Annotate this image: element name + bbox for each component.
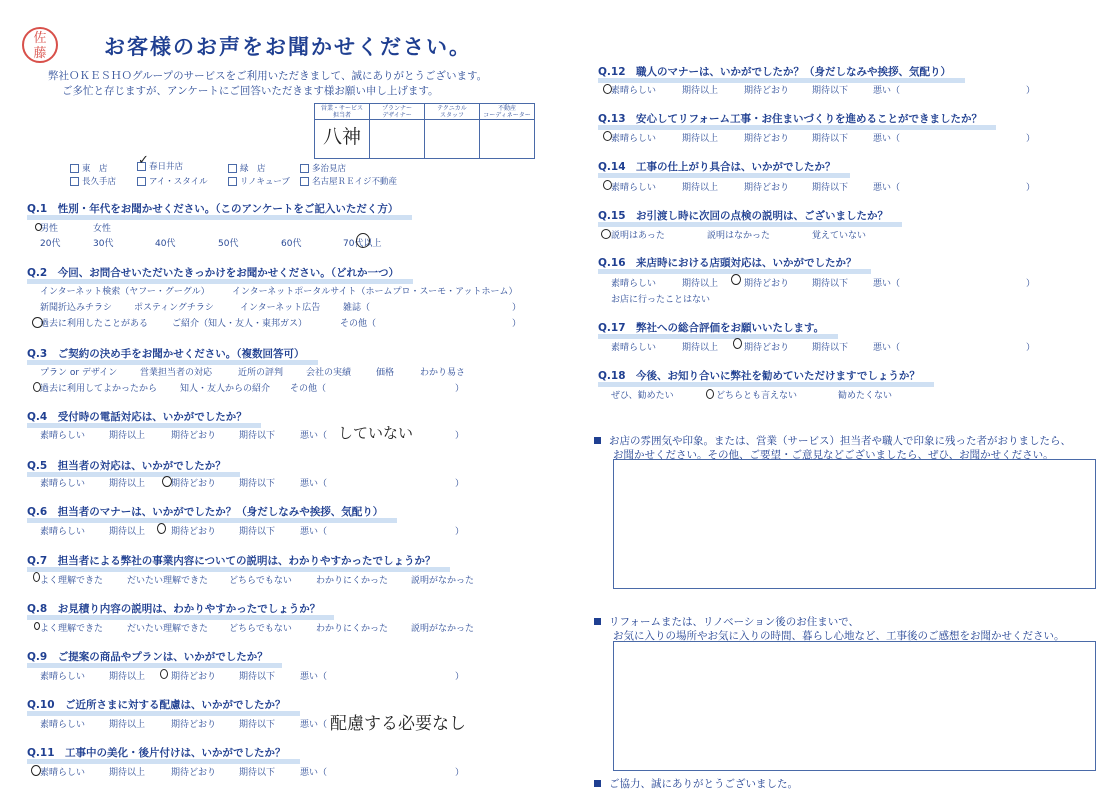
option-as-expected[interactable]: 期待どおり xyxy=(744,86,790,96)
comment-prompt-2 xyxy=(594,614,859,629)
option-below[interactable]: 期待以下 xyxy=(239,431,276,441)
option-price[interactable]: 価格 xyxy=(376,368,395,378)
store-label: アイ・スタイル xyxy=(149,177,208,187)
option-bad[interactable]: 悪い（ xyxy=(873,86,901,96)
option-as-expected[interactable]: 期待どおり xyxy=(744,279,790,289)
staff-cell-technical[interactable] xyxy=(425,120,480,159)
store-option[interactable] xyxy=(70,175,116,187)
page-title: お客様のお声をお聞かせください。 xyxy=(104,35,472,59)
option-excellent[interactable]: 素晴らしい xyxy=(40,479,86,489)
question-title: Q.10 ご近所さまに対する配慮は、いかがでしたか？ xyxy=(27,699,286,711)
option-excellent[interactable]: 素晴らしい xyxy=(611,86,657,96)
option-as-expected[interactable]: 期待どおり xyxy=(171,479,217,489)
option-bad[interactable]: 悪い（ xyxy=(873,343,901,353)
option-above[interactable]: 期待以上 xyxy=(109,768,146,778)
bullet-square-icon xyxy=(594,437,601,444)
store-option[interactable] xyxy=(300,162,346,174)
question-title: Q.2 今回、お問合せいただいたきっかけをお聞かせください。（どれか一つ） xyxy=(27,267,399,279)
option-bad[interactable]: 悪い（ xyxy=(873,183,901,193)
option-bad[interactable]: 悪い（ xyxy=(300,720,328,730)
option-as-expected[interactable]: 期待どおり xyxy=(171,672,217,682)
store-label: 名古屋ＲＥイジ不動産 xyxy=(312,177,398,187)
question-title: Q.17 弊社への総合評価をお願いいたします。 xyxy=(598,322,825,334)
option-as-expected[interactable]: 期待どおり xyxy=(171,768,217,778)
comment-prompt-text: お店の雰囲気や印象。または、営業（サービス）担当者や職人で印象に残った者がおりましたら、 xyxy=(609,435,1071,447)
option-referral[interactable]: 知人・友人からの紹介 xyxy=(180,384,271,394)
option-below[interactable]: 期待以下 xyxy=(812,86,849,96)
intro-line-1: 弊社ＯＫＥＳＨＯグループのサービスをご利用いただきまして、誠にありがとうございます。 xyxy=(48,70,488,82)
staff-header-realestate xyxy=(480,104,535,120)
option-above[interactable]: 期待以上 xyxy=(109,431,146,441)
option-age[interactable]: 50代 xyxy=(218,239,239,249)
checkbox-icon[interactable] xyxy=(300,164,309,173)
selection-mark-icon xyxy=(356,233,370,248)
question-title: Q.7 担当者による弊社の事業内容についての説明は、わかりやすかったでしょうか？ xyxy=(27,555,436,567)
thanks-line xyxy=(594,776,798,791)
option-neutral[interactable]: どちらでもない xyxy=(229,624,292,634)
option-age[interactable]: 40代 xyxy=(155,239,176,249)
checkbox-icon[interactable] xyxy=(137,177,146,186)
paren-close: ） xyxy=(455,479,465,489)
check-mark-icon: ✓ xyxy=(138,153,149,168)
option-as-expected[interactable]: 期待どおり xyxy=(744,134,790,144)
option-unclear[interactable]: わかりにくかった xyxy=(316,624,389,634)
question-title: Q.1 性別・年代をお聞かせください。（このアンケートをご記入いただく方） xyxy=(27,203,399,215)
option-age[interactable]: 20代 xyxy=(40,239,61,249)
paren-close: ） xyxy=(512,319,522,329)
option-excellent[interactable]: 素晴らしい xyxy=(40,672,86,682)
paren-close: ） xyxy=(455,527,465,537)
option-excellent[interactable]: 素晴らしい xyxy=(40,720,86,730)
option-below[interactable]: 期待以下 xyxy=(239,768,276,778)
option-sales[interactable]: 営業担当者の対応 xyxy=(140,368,213,378)
option-portal[interactable]: インターネットポータルサイト（ホームプロ・スーモ・アットホーム） xyxy=(232,287,518,297)
comment-prompt-2b: お気に入りの場所やお気に入りの時間、暮らし心地など、工事後のご感想をお聞かせください。 xyxy=(613,630,1065,642)
option-male[interactable]: 男性 xyxy=(40,224,59,234)
option-excellent[interactable]: 素晴らしい xyxy=(611,183,657,193)
option-magazine[interactable]: 雑誌（ xyxy=(343,303,371,313)
comment-box-2[interactable] xyxy=(613,641,1096,771)
staff-header-text: 不動産 コーディネーター xyxy=(483,104,531,119)
option-below[interactable]: 期待以下 xyxy=(239,672,276,682)
option-above[interactable]: 期待以上 xyxy=(682,86,719,96)
option-below[interactable]: 期待以下 xyxy=(812,343,849,353)
option-neutral[interactable]: どちらでもない xyxy=(229,576,292,586)
option-posting[interactable]: ポスティングチラシ xyxy=(134,303,214,313)
option-recommend[interactable]: ぜひ、勧めたい xyxy=(611,391,674,401)
selection-mark-icon xyxy=(33,382,41,392)
staff-header-planner xyxy=(370,104,425,120)
option-bad[interactable]: 悪い（ xyxy=(300,431,328,441)
question-title: Q.12 職人のマナーは、いかがでしたか？（身だしなみや挨拶、気配り） xyxy=(598,66,952,78)
option-excellent[interactable]: 素晴らしい xyxy=(40,431,86,441)
store-option[interactable] xyxy=(300,175,397,187)
question-title: Q.14 工事の仕上がり具合は、いかがでしたか？ xyxy=(598,161,836,173)
question-title: Q.5 担当者の対応は、いかがでしたか？ xyxy=(27,460,226,472)
option-mostly[interactable]: だいたい理解できた xyxy=(127,576,209,586)
option-bad[interactable]: 悪い（ xyxy=(873,279,901,289)
option-newspaper[interactable]: 新聞折込みチラシ xyxy=(40,303,113,313)
option-past-good[interactable]: 過去に利用してよかったから xyxy=(40,384,158,394)
option-female[interactable]: 女性 xyxy=(93,224,112,234)
option-no-explanation[interactable]: 説明がなかった xyxy=(411,624,475,634)
option-above[interactable]: 期待以上 xyxy=(682,183,719,193)
option-not-recommend[interactable]: 勧めたくない xyxy=(838,391,893,401)
paren-close: ） xyxy=(1026,279,1036,289)
paren-close: ） xyxy=(455,768,465,778)
seal-text: 佐藤 xyxy=(33,31,47,61)
option-as-expected[interactable]: 期待どおり xyxy=(171,720,217,730)
option-as-expected[interactable]: 期待どおり xyxy=(171,431,217,441)
store-option[interactable] xyxy=(137,175,208,187)
selection-mark-icon xyxy=(733,338,742,349)
staff-cell-planner[interactable] xyxy=(370,120,425,159)
option-bad[interactable]: 悪い（ xyxy=(300,672,328,682)
selection-mark-icon xyxy=(706,389,714,399)
option-excellent[interactable]: 素晴らしい xyxy=(611,343,657,353)
store-option[interactable] xyxy=(228,162,266,174)
question-title: Q.15 お引渡し時に次回の点検の説明は、ございましたか？ xyxy=(598,210,889,222)
bullet-square-icon xyxy=(594,780,601,787)
selection-mark-icon xyxy=(603,131,612,141)
staff-table xyxy=(314,103,535,159)
option-above[interactable]: 期待以上 xyxy=(682,343,719,353)
paren-close: ） xyxy=(1026,86,1036,96)
option-above[interactable]: 期待以上 xyxy=(109,479,146,489)
bullet-square-icon xyxy=(594,618,601,625)
option-undecided[interactable]: どちらとも言えない xyxy=(716,391,798,401)
checkbox-icon[interactable] xyxy=(228,164,237,173)
selection-mark-icon xyxy=(31,765,41,776)
store-label: 多治見店 xyxy=(312,164,347,174)
option-record[interactable]: 会社の実績 xyxy=(306,368,352,378)
staff-header-sales xyxy=(315,104,370,120)
staff-header-text: テクニカル スタッフ xyxy=(437,104,467,119)
option-no-explanation[interactable]: 説明がなかった xyxy=(411,576,475,586)
question-title: Q.6 担当者のマナーは、いかがでしたか？（身だしなみや挨拶、気配り） xyxy=(27,506,384,518)
checkbox-icon[interactable] xyxy=(228,177,237,186)
option-bad[interactable]: 悪い（ xyxy=(300,527,328,537)
option-above[interactable]: 期待以上 xyxy=(109,527,146,537)
option-above[interactable]: 期待以上 xyxy=(109,720,146,730)
option-plan[interactable]: プラン or デザイン xyxy=(40,368,118,378)
option-unclear[interactable]: わかりにくかった xyxy=(316,576,389,586)
handwritten-staff-name: 八神 xyxy=(322,125,361,148)
option-as-expected[interactable]: 期待どおり xyxy=(744,183,790,193)
option-above[interactable]: 期待以上 xyxy=(682,279,719,289)
paren-close: ） xyxy=(512,303,522,313)
option-bad[interactable]: 悪い（ xyxy=(300,768,328,778)
option-as-expected[interactable]: 期待どおり xyxy=(744,343,790,353)
question-title: Q.3 ご契約の決め手をお聞かせください。（複数回答可） xyxy=(27,348,305,360)
question-title: Q.13 安心してリフォーム工事・お住まいづくりを進めることができましたか？ xyxy=(598,113,983,125)
question-title: Q.16 来店時における店頭対応は、いかがでしたか？ xyxy=(598,257,857,269)
question-title: Q.4 受付時の電話対応は、いかがでしたか？ xyxy=(27,411,247,423)
paren-close: ） xyxy=(1026,343,1036,353)
staff-header-technical xyxy=(425,104,480,120)
option-other[interactable]: その他（ xyxy=(290,384,327,394)
store-label: 東 店 xyxy=(82,164,108,174)
option-past-use[interactable]: 過去に利用したことがある xyxy=(40,319,149,329)
option-not-explained[interactable]: 説明はなかった xyxy=(707,231,771,241)
option-referral[interactable]: ご紹介（知人・友人・東邦ガス） xyxy=(172,319,308,329)
thanks-text: ご協力、誠にありがとうございました。 xyxy=(609,778,798,790)
checkbox-icon[interactable] xyxy=(70,177,79,186)
selection-mark-icon xyxy=(32,317,43,328)
option-dont-remember[interactable]: 覚えていない xyxy=(812,231,867,241)
option-search[interactable]: インターネット検索（ヤフー・グーグル） xyxy=(40,287,210,297)
option-reputation[interactable]: 近所の評判 xyxy=(238,368,284,378)
option-bad[interactable]: 悪い（ xyxy=(300,479,328,489)
option-age[interactable]: 30代 xyxy=(93,239,114,249)
handwritten-note-q4: していない xyxy=(338,424,414,442)
question-title: Q.18 今後、お知り合いに弊社を勧めていただけますでしょうか？ xyxy=(598,370,920,382)
option-below[interactable]: 期待以下 xyxy=(812,134,849,144)
comment-prompt-text: リフォームまたは、リノベーション後のお住まいで、 xyxy=(609,616,860,628)
option-clarity[interactable]: わかり易さ xyxy=(420,368,466,378)
paren-close: ） xyxy=(455,672,465,682)
selection-mark-icon xyxy=(35,223,42,231)
paren-close: ） xyxy=(455,384,465,394)
selection-mark-icon xyxy=(157,523,166,534)
option-excellent[interactable]: 素晴らしい xyxy=(40,768,86,778)
selection-mark-icon xyxy=(731,274,741,285)
store-label: 春日井店 xyxy=(149,162,184,172)
hanko-seal xyxy=(22,27,58,63)
option-age[interactable]: 70代以上 xyxy=(343,239,382,249)
option-never-visited[interactable]: お店に行ったことはない xyxy=(611,295,711,305)
handwritten-note-q10: 配慮する必要なし xyxy=(330,714,466,734)
comment-box-1[interactable] xyxy=(613,459,1096,589)
selection-mark-icon xyxy=(601,229,611,239)
store-option[interactable] xyxy=(228,175,290,187)
selection-mark-icon xyxy=(603,180,612,190)
selection-mark-icon xyxy=(33,572,40,582)
checkbox-icon[interactable] xyxy=(70,164,79,173)
selection-mark-icon xyxy=(160,669,168,679)
option-below[interactable]: 期待以下 xyxy=(239,527,276,537)
option-as-expected[interactable]: 期待どおり xyxy=(171,527,217,537)
option-below[interactable]: 期待以下 xyxy=(812,183,849,193)
option-mostly[interactable]: だいたい理解できた xyxy=(127,624,209,634)
option-bad[interactable]: 悪い（ xyxy=(873,134,901,144)
selection-mark-icon xyxy=(34,622,40,630)
store-label: 緑 店 xyxy=(240,164,266,174)
store-label: 長久手店 xyxy=(82,177,117,187)
option-above[interactable]: 期待以上 xyxy=(109,672,146,682)
store-label: リノキューブ xyxy=(240,177,290,187)
option-below[interactable]: 期待以下 xyxy=(812,279,849,289)
staff-cell-realestate[interactable] xyxy=(480,120,535,159)
checkbox-icon[interactable] xyxy=(300,177,309,186)
option-excellent[interactable]: 素晴らしい xyxy=(611,279,657,289)
paren-close: ） xyxy=(1026,183,1036,193)
intro-line-2: ご多忙と存じますが、アンケートにご回答いただきます様お願い申し上げます。 xyxy=(62,85,439,97)
option-below[interactable]: 期待以下 xyxy=(239,479,276,489)
selection-mark-icon xyxy=(603,84,612,94)
option-below[interactable]: 期待以下 xyxy=(239,720,276,730)
option-understood[interactable]: よく理解できた xyxy=(40,576,104,586)
option-other[interactable]: その他（ xyxy=(340,319,377,329)
paren-close: ） xyxy=(1026,134,1036,144)
question-title: Q.8 お見積り内容の説明は、わかりやすかったでしょうか？ xyxy=(27,603,321,615)
option-above[interactable]: 期待以上 xyxy=(682,134,719,144)
option-excellent[interactable]: 素晴らしい xyxy=(611,134,657,144)
question-title: Q.11 工事中の美化・後片付けは、いかがでしたか？ xyxy=(27,747,286,759)
option-age[interactable]: 60代 xyxy=(281,239,302,249)
comment-prompt-1 xyxy=(594,433,1071,448)
option-explained[interactable]: 説明はあった xyxy=(611,231,665,241)
comment-prompt-1b: お聞かせください。その他、ご要望・ご意見などございましたら、ぜひ、お聞かせください。 xyxy=(613,449,1054,461)
store-option[interactable] xyxy=(70,162,108,174)
selection-mark-icon xyxy=(162,476,172,487)
paren-close: ） xyxy=(455,431,465,441)
staff-header-text: 営業・サービス 担当者 xyxy=(320,104,363,119)
staff-header-text: プランナー デザイナー xyxy=(381,104,412,119)
question-title: Q.9 ご提案の商品やプランは、いかがでしたか？ xyxy=(27,651,268,663)
staff-cell-sales[interactable] xyxy=(315,120,370,159)
option-excellent[interactable]: 素晴らしい xyxy=(40,527,86,537)
option-web-ad[interactable]: インターネット広告 xyxy=(240,303,321,313)
option-understood[interactable]: よく理解できた xyxy=(40,624,104,634)
